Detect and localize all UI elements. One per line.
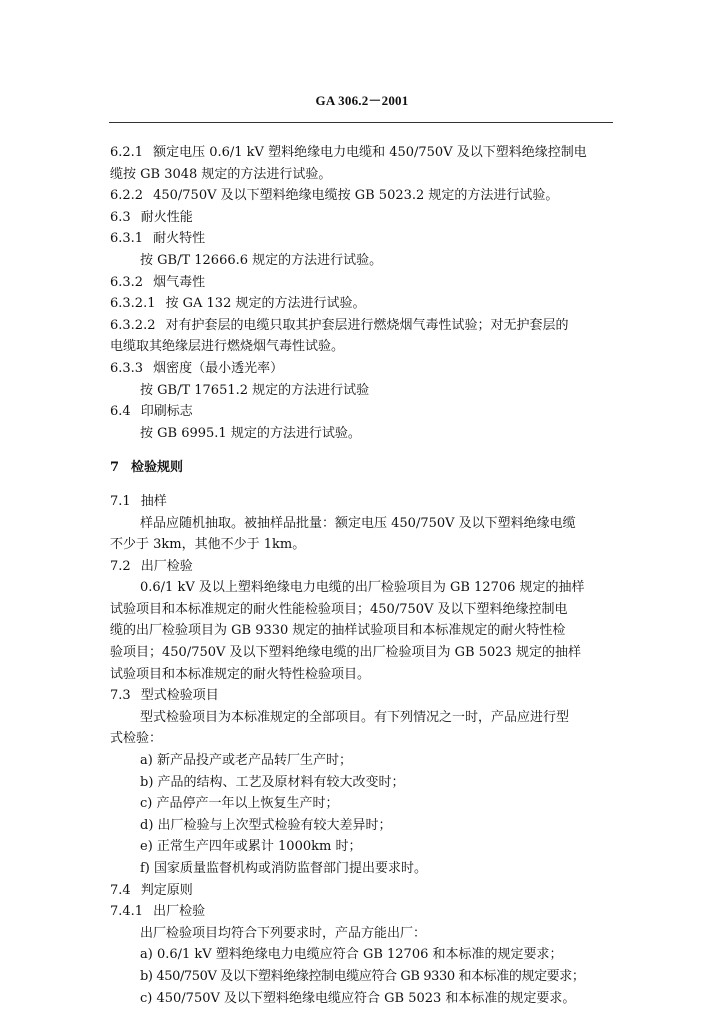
clause-title: 出厂检验 — [153, 904, 206, 920]
paragraph-line: 型式检验项目为本标准规定的全部项目。有下列情况之一时，产品应进行型 — [140, 709, 570, 725]
list-item: c) 产品停产一年以上恢复生产时； — [140, 796, 339, 812]
clause-number: 7.2 — [110, 558, 131, 574]
clause-text: 额定电压 0.6/1 kV 塑料绝缘电力电缆和 450/750V 及以下塑料绝缘控制电 — [153, 145, 587, 160]
header-rule — [109, 122, 613, 123]
clause-number: 7.4 — [110, 882, 131, 898]
clause-title: 抽样 — [140, 493, 167, 509]
paragraph-line: 试验项目和本标准规定的耐火特性检验项目。 — [110, 666, 371, 682]
document-body — [110, 142, 613, 1009]
clause-6-3-1 — [110, 228, 613, 250]
clause-number: 6.3 — [110, 209, 131, 225]
list-item: a) 新产品投产或老产品转厂生产时； — [140, 753, 352, 769]
clause-7-4-1 — [110, 901, 613, 923]
clause-text: 对有护套层的电缆只取其护套层进行燃烧烟气毒性试验；对无护套层的 — [165, 317, 569, 333]
clause-text: 450/750V 及以下塑料绝缘电缆按 GB 5023.2 规定的方法进行试验。 — [153, 188, 559, 204]
clause-title: 判定原则 — [140, 882, 193, 898]
clause-number: 6.3.2.1 — [110, 296, 156, 312]
clause-7-1 — [110, 491, 613, 513]
clause-number: 6.4 — [110, 404, 131, 420]
clause-6-3-2-1 — [110, 293, 613, 315]
list-item: b) 产品的结构、工艺及原材料有较大改变时； — [140, 774, 405, 790]
clause-number: 6.2.2 — [110, 188, 144, 204]
clause-number: 7.1 — [110, 493, 131, 509]
clause-text: 烟气毒性 — [153, 274, 206, 290]
list-item: b) 450/750V 及以下塑料绝缘控制电缆应符合 GB 9330 和本标准的规定要求； — [140, 968, 585, 984]
clause-6-3-2-2 — [110, 315, 613, 337]
clause-6-3-1-body: 按 GB/T 12666.6 规定的方法进行试验。 — [140, 252, 383, 268]
clause-6-2-2 — [110, 185, 613, 207]
clause-title: 出厂检验 — [140, 558, 193, 574]
list-item: d) 出厂检验与上次型式检验有较大差异时； — [140, 817, 392, 833]
chapter-number: 7 — [110, 460, 120, 476]
paragraph-line: 出厂检验项目均符合下列要求时，产品方能出厂： — [140, 925, 427, 941]
clause-number: 6.3.3 — [110, 360, 144, 376]
document-header: GA 306.2－2001 — [315, 93, 409, 108]
paragraph-line: 验项目；450/750V 及以下塑料绝缘电缆的出厂检验项目为 GB 5023 规定的抽样 — [110, 645, 581, 661]
clause-text: 按 GA 132 规定的方法进行试验。 — [165, 296, 366, 312]
clause-text: 耐火特性 — [153, 231, 206, 247]
clause-7-4 — [110, 880, 613, 902]
clause-6-2-1-cont: 缆按 GB 3048 规定的方法进行试验。 — [110, 166, 332, 182]
clause-number: 6.2.1 — [110, 145, 144, 160]
clause-6-4-body: 按 GB 6995.1 规定的方法进行试验。 — [140, 425, 361, 441]
paragraph-line: 缆的出厂检验项目为 GB 9330 规定的抽样试验项目和本标准规定的耐火特性检 — [110, 623, 566, 639]
clause-7-3 — [110, 685, 613, 707]
clause-6-3-2 — [110, 272, 613, 294]
list-item: e) 正常生产四年或累计 1000km 时； — [140, 839, 362, 855]
paragraph-line: 不少于 3km，其他不少于 1km。 — [110, 537, 306, 553]
clause-6-4 — [110, 401, 613, 423]
clause-number: 6.3.2 — [110, 274, 144, 290]
list-item: f) 国家质量监督机构或消防监督部门提出要求时。 — [140, 861, 428, 876]
clause-number: 6.3.1 — [110, 231, 144, 247]
clause-number: 6.3.2.2 — [110, 317, 156, 333]
clause-6-3-3-body: 按 GB/T 17651.2 规定的方法进行试验 — [140, 382, 370, 398]
clause-number: 7.3 — [110, 688, 131, 704]
chapter-heading — [110, 457, 613, 479]
chapter-title: 检验规则 — [131, 460, 184, 476]
clause-number: 7.4.1 — [110, 904, 144, 920]
list-item: c) 450/750V 及以下塑料绝缘电缆应符合 GB 5023 和本标准的规定要求。 — [140, 990, 576, 1006]
clause-6-3-2-2-cont: 电缆取其绝缘层进行燃烧烟气毒性试验。 — [110, 339, 345, 355]
clause-text: 印刷标志 — [140, 404, 193, 420]
clause-6-3-3 — [110, 358, 613, 380]
paragraph-line: 式检验： — [110, 731, 163, 747]
clause-title: 型式检验项目 — [140, 688, 219, 704]
clause-6-3 — [110, 207, 613, 229]
clause-text: 耐火性能 — [140, 209, 193, 225]
clause-6-2-1 — [110, 142, 613, 164]
clause-text: 烟密度（最小透光率） — [153, 360, 284, 376]
paragraph-line: 样品应随机抽取。被抽样品批量：额定电压 450/750V 及以下塑料绝缘电缆 — [140, 515, 576, 531]
paragraph-line: 0.6/1 kV 及以上塑料绝缘电力电缆的出厂检验项目为 GB 12706 规定的抽样 — [140, 580, 585, 596]
list-item: a) 0.6/1 kV 塑料绝缘电力电缆应符合 GB 12706 和本标准的规定要求； — [140, 947, 563, 963]
paragraph-line: 试验项目和本标准规定的耐火性能检验项目；450/750V 及以下塑料绝缘控制电 — [110, 601, 568, 617]
clause-7-2 — [110, 556, 613, 578]
